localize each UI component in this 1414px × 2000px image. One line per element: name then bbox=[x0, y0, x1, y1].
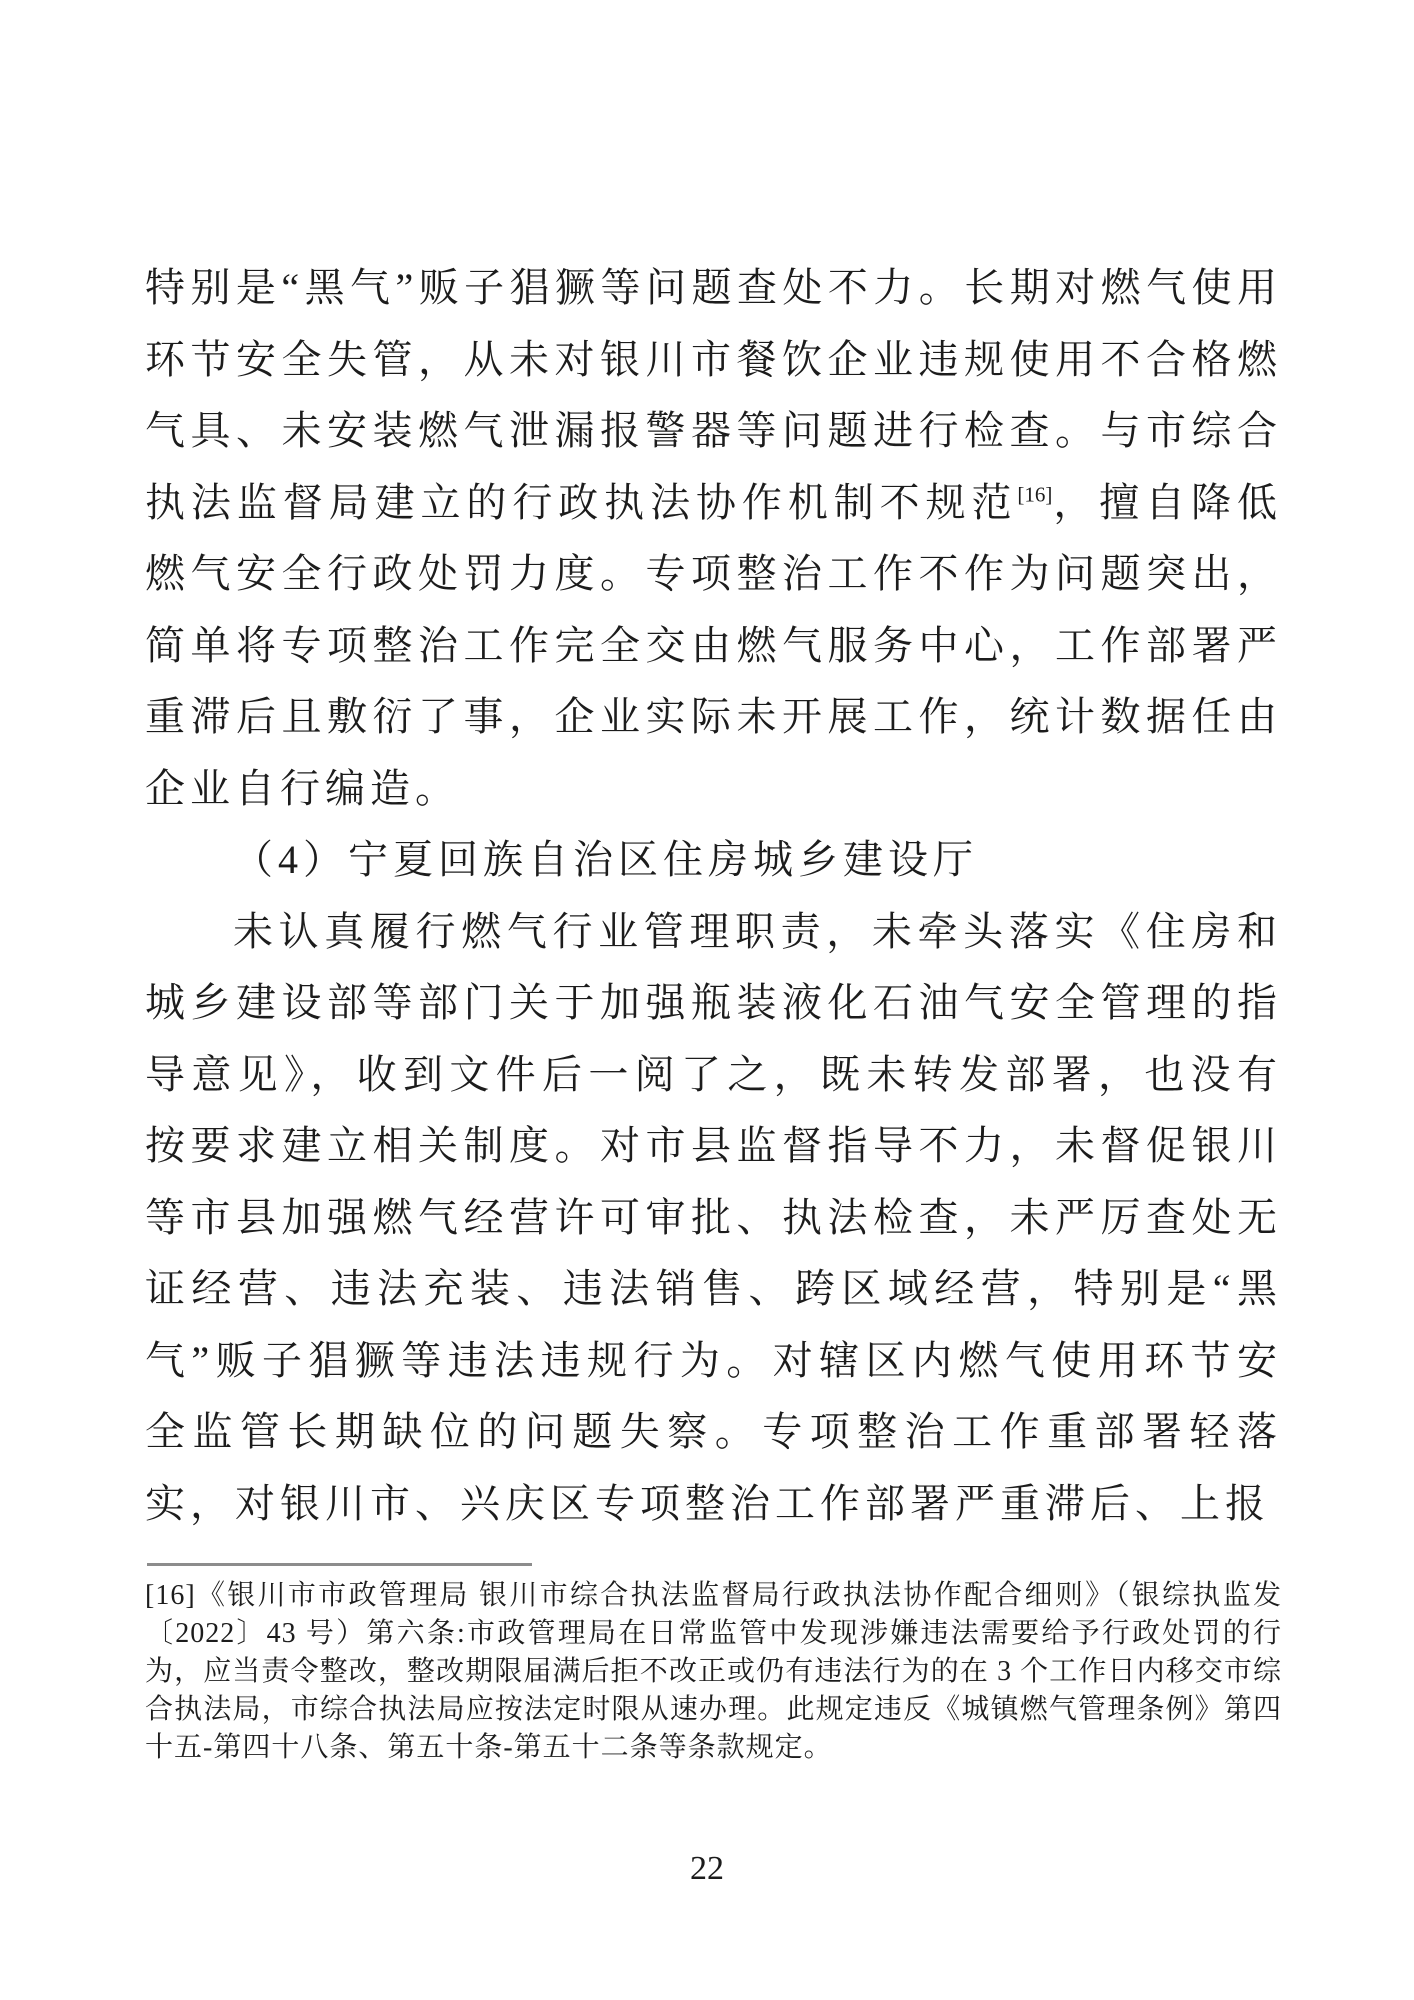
footnote-reference-marker: [16] bbox=[1017, 482, 1053, 507]
paragraph-body: 未认真履行燃气行业管理职责，未牵头落实《住房和城乡建设部等部门关于加强瓶装液化石油气安全管理的指导意见》，收到文件后一阅了之，既未转发部署，也没有按要求建立相关制度。对市县监督指导不力，未督促银川等市县加强燃气经营许可审批、执法检查，未严厉查处无证经营、违法充装、违法销售、跨区域经营，特别是“黑气”贩子猖獗等违法违规行为。对辖区内燃气使用环节安全监管长期缺位的问题失察。专项整治工作重部署轻落实，对银川市、兴庆区专项整治工作部署严重滞后、上报 bbox=[145, 908, 1282, 1526]
paragraph-continuation bbox=[145, 252, 1282, 824]
body-text bbox=[145, 252, 1282, 1539]
page-number: 22 bbox=[690, 1850, 724, 1887]
paragraph-text: ，擅自降低燃气安全行政处罚力度。专项整治工作不作为问题突出，简单将专项整治工作完全交由燃气服务中心，工作部署严重滞后且敷衍了事，企业实际未开展工作，统计数据任由企业自行编造。 bbox=[145, 479, 1283, 811]
footnote-separator bbox=[147, 1563, 532, 1566]
section-heading: （4）宁夏回族自治区住房城乡建设厅 bbox=[233, 837, 978, 882]
paragraph-text: 特别是“黑气”贩子猖獗等问题查处不力。长期对燃气使用环节安全失管，从未对银川市餐饮企业违规使用不合格燃气具、未安装燃气泄漏报警器等问题进行检查。与市综合执法监督局建立的行政执法协作机制不规范 bbox=[145, 265, 1282, 525]
footnote: [16]《银川市市政管理局 银川市综合执法监督局行政执法协作配合细则》（银综执监发〔2022〕43 号）第六条:市政管理局在日常监管中发现涉嫌违法需要给予行政处罚的行为，应当责令整改，整改期限届满后拒不改正或仍有违法行为的在 3 个工作日内移交市综合执法局，市综合执法局应按法定时限从速办理。此规定违反《城镇燃气管理条例》第四十五-第四十八条、第五十条-第五十二条等条款规定。 bbox=[145, 1580, 1282, 1763]
